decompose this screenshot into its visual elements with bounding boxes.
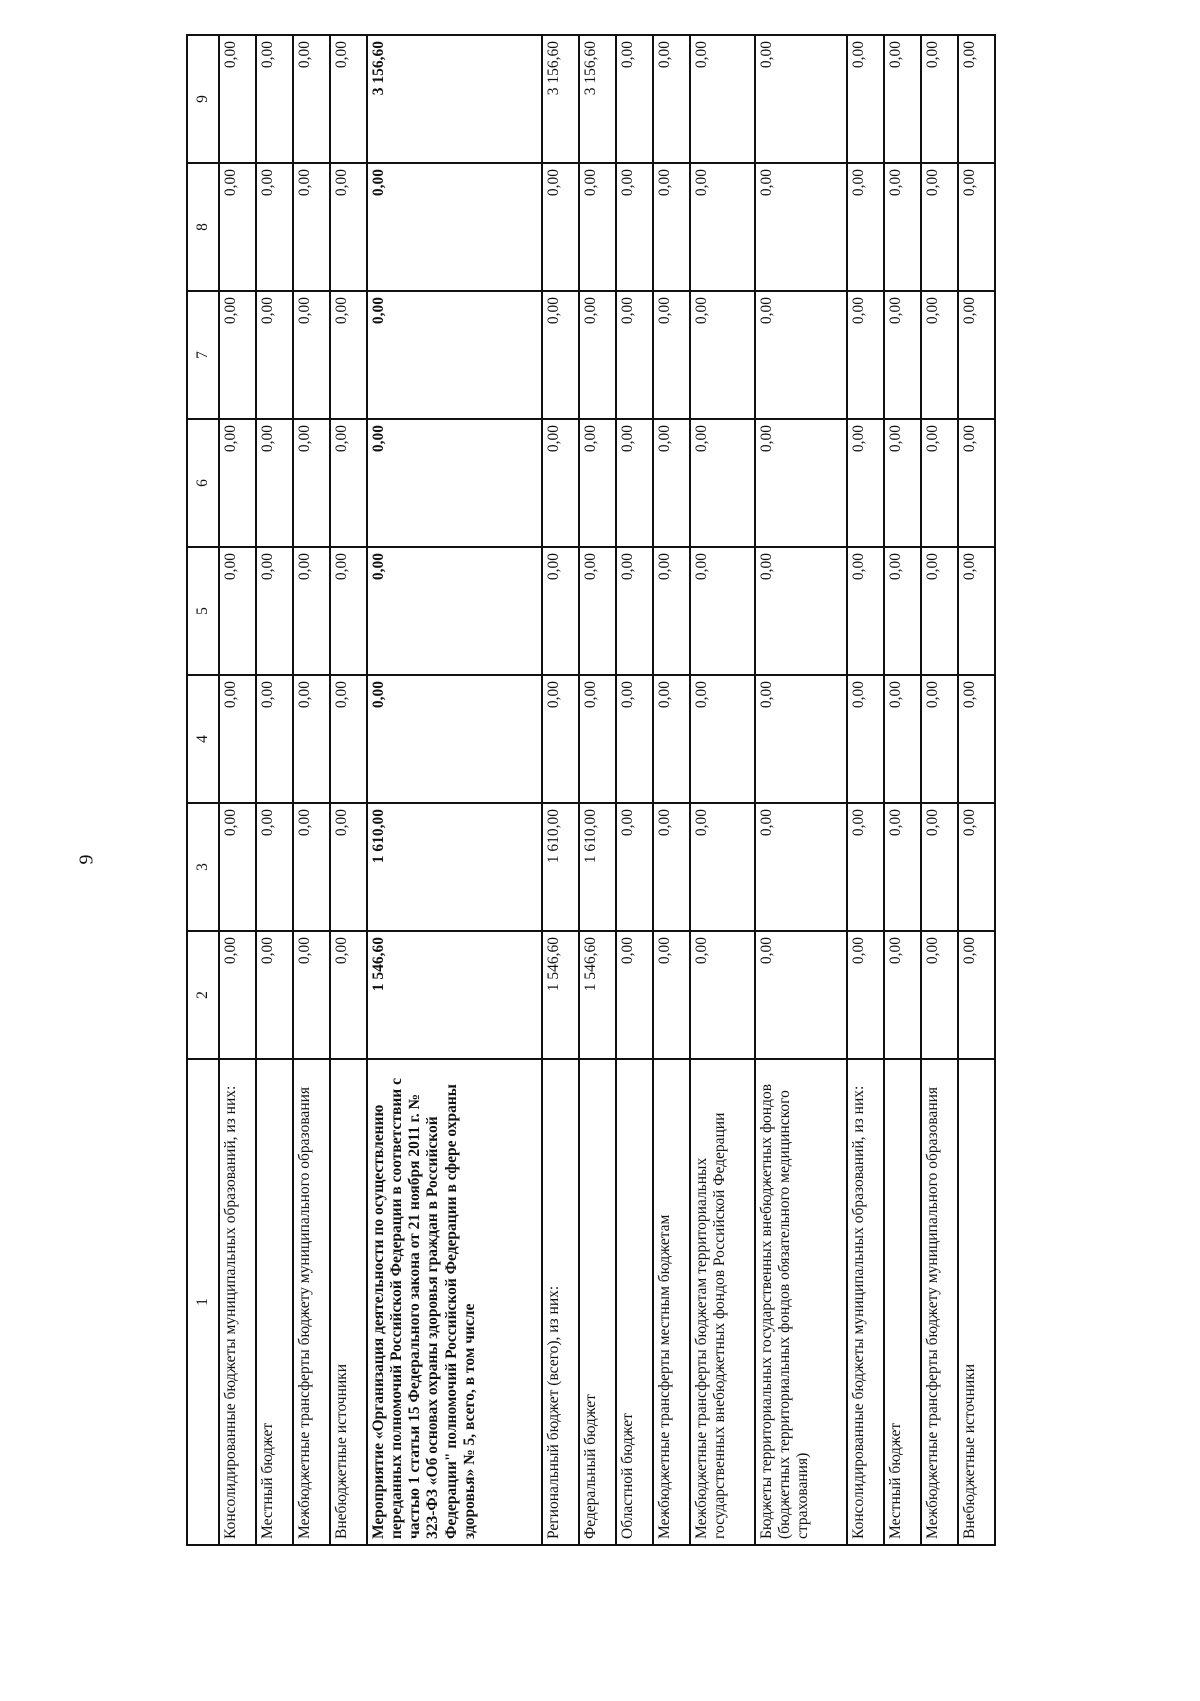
page-number: 9	[75, 854, 98, 865]
cell-value: 0,00	[219, 163, 256, 291]
cell-value: 0,00	[579, 163, 616, 291]
cell-value: 0,00	[921, 35, 958, 163]
cell-value: 0,00	[256, 803, 293, 931]
cell-value: 0,00	[330, 35, 367, 163]
cell-value: 0,00	[579, 547, 616, 675]
table-row	[884, 35, 921, 1545]
row-label: Мероприятие «Организация деятельности по осуществлению переданных полномочий Российской Федерации в соответствии с частью 1 статьи 15 Федерального закона от 21 ноября 2011 г. № 323-ФЗ «Об основах охраны здоровья граждан в Российской Федерации" полномочий Российской Федерации в сфере охраны здоровья» № 5, всего, в том числе	[367, 1059, 543, 1545]
row-label: Местный бюджет	[256, 1059, 293, 1545]
cell-value: 0,00	[256, 547, 293, 675]
budget-table	[186, 34, 996, 1546]
cell-value: 0,00	[884, 163, 921, 291]
cell-value: 0,00	[219, 675, 256, 803]
cell-value: 1 610,00	[542, 803, 579, 931]
cell-value: 0,00	[293, 35, 330, 163]
cell-value: 0,00	[616, 931, 653, 1059]
cell-value: 0,00	[847, 35, 884, 163]
cell-value: 0,00	[330, 547, 367, 675]
cell-value: 0,00	[367, 163, 543, 291]
cell-value: 0,00	[921, 931, 958, 1059]
table-row	[616, 35, 653, 1545]
cell-value: 0,00	[219, 803, 256, 931]
cell-value: 0,00	[542, 291, 579, 419]
cell-value: 0,00	[367, 675, 543, 803]
cell-value: 0,00	[755, 547, 847, 675]
row-label: Внебюджетные источники	[958, 1059, 995, 1545]
cell-value: 0,00	[653, 35, 690, 163]
cell-value: 0,00	[755, 35, 847, 163]
column-header: 1	[187, 1059, 219, 1545]
cell-value: 1 546,60	[579, 931, 616, 1059]
cell-value: 0,00	[958, 803, 995, 931]
cell-value: 0,00	[653, 419, 690, 547]
cell-value: 0,00	[330, 163, 367, 291]
cell-value: 0,00	[884, 675, 921, 803]
cell-value: 0,00	[616, 547, 653, 675]
cell-value: 0,00	[921, 675, 958, 803]
table-row	[690, 35, 755, 1545]
cell-value: 0,00	[653, 931, 690, 1059]
cell-value: 0,00	[847, 419, 884, 547]
table-row	[653, 35, 690, 1545]
cell-value: 0,00	[293, 547, 330, 675]
cell-value: 0,00	[884, 291, 921, 419]
cell-value: 0,00	[958, 291, 995, 419]
cell-value: 3 156,60	[542, 35, 579, 163]
row-label: Бюджеты территориальных государственных внебюджетных фондов (бюджетных территориальных фондов обязательного медицинского страхования)	[755, 1059, 847, 1545]
cell-value: 0,00	[755, 163, 847, 291]
cell-value: 0,00	[653, 163, 690, 291]
cell-value: 0,00	[847, 931, 884, 1059]
table-row	[847, 35, 884, 1545]
cell-value: 0,00	[293, 675, 330, 803]
cell-value: 0,00	[690, 163, 755, 291]
column-header: 8	[187, 163, 219, 291]
cell-value: 0,00	[616, 803, 653, 931]
row-label: Консолидированные бюджеты муниципальных образований, из них:	[219, 1059, 256, 1545]
cell-value: 0,00	[330, 803, 367, 931]
cell-value: 0,00	[330, 931, 367, 1059]
cell-value: 1 610,00	[367, 803, 543, 931]
cell-value: 0,00	[847, 803, 884, 931]
cell-value: 0,00	[884, 547, 921, 675]
cell-value: 0,00	[579, 291, 616, 419]
cell-value: 0,00	[367, 419, 543, 547]
cell-value: 0,00	[616, 419, 653, 547]
cell-value: 0,00	[755, 675, 847, 803]
cell-value: 0,00	[690, 803, 755, 931]
cell-value: 0,00	[690, 35, 755, 163]
cell-value: 0,00	[847, 163, 884, 291]
cell-value: 0,00	[293, 419, 330, 547]
row-label: Межбюджетные трансферты бюджету муниципального образования	[921, 1059, 958, 1545]
cell-value: 0,00	[219, 931, 256, 1059]
cell-value: 0,00	[579, 675, 616, 803]
cell-value: 0,00	[921, 547, 958, 675]
cell-value: 0,00	[542, 675, 579, 803]
cell-value: 1 610,00	[579, 803, 616, 931]
table-row	[958, 35, 995, 1545]
cell-value: 0,00	[921, 163, 958, 291]
cell-value: 0,00	[958, 931, 995, 1059]
row-label: Консолидированные бюджеты муниципальных образований, из них:	[847, 1059, 884, 1545]
cell-value: 0,00	[847, 675, 884, 803]
cell-value: 3 156,60	[579, 35, 616, 163]
cell-value: 0,00	[958, 35, 995, 163]
cell-value: 0,00	[884, 35, 921, 163]
cell-value: 0,00	[367, 291, 543, 419]
cell-value: 0,00	[256, 419, 293, 547]
column-header: 5	[187, 547, 219, 675]
cell-value: 0,00	[958, 419, 995, 547]
table-row-measure	[367, 35, 543, 1545]
cell-value: 0,00	[653, 803, 690, 931]
cell-value: 0,00	[847, 291, 884, 419]
cell-value: 0,00	[542, 163, 579, 291]
column-header: 7	[187, 291, 219, 419]
cell-value: 0,00	[219, 547, 256, 675]
cell-value: 0,00	[219, 419, 256, 547]
cell-value: 0,00	[330, 419, 367, 547]
cell-value: 1 546,60	[542, 931, 579, 1059]
cell-value: 0,00	[219, 291, 256, 419]
cell-value: 1 546,60	[367, 931, 543, 1059]
row-label: Межбюджетные трансферты местным бюджетам	[653, 1059, 690, 1545]
table-header-row	[187, 35, 219, 1545]
column-header: 4	[187, 675, 219, 803]
row-label: Межбюджетные трансферты бюджетам территориальных государственных внебюджетных фондов Российской Федерации	[690, 1059, 755, 1545]
column-header: 3	[187, 803, 219, 931]
table-row	[293, 35, 330, 1545]
row-label: Федеральный бюджет	[579, 1059, 616, 1545]
cell-value: 0,00	[884, 419, 921, 547]
cell-value: 0,00	[579, 419, 616, 547]
cell-value: 0,00	[293, 931, 330, 1059]
cell-value: 0,00	[921, 803, 958, 931]
cell-value: 0,00	[958, 547, 995, 675]
column-header: 2	[187, 931, 219, 1059]
column-header: 9	[187, 35, 219, 163]
cell-value: 0,00	[616, 291, 653, 419]
cell-value: 0,00	[690, 419, 755, 547]
cell-value: 0,00	[884, 803, 921, 931]
table-row	[579, 35, 616, 1545]
cell-value: 0,00	[690, 675, 755, 803]
cell-value: 0,00	[616, 163, 653, 291]
cell-value: 0,00	[690, 547, 755, 675]
row-label: Межбюджетные трансферты бюджету муниципального образования	[293, 1059, 330, 1545]
cell-value: 0,00	[653, 291, 690, 419]
cell-value: 0,00	[690, 931, 755, 1059]
row-label: Областной бюджет	[616, 1059, 653, 1545]
cell-value: 0,00	[616, 675, 653, 803]
table-row	[921, 35, 958, 1545]
cell-value: 0,00	[755, 803, 847, 931]
cell-value: 0,00	[293, 291, 330, 419]
cell-value: 0,00	[256, 35, 293, 163]
cell-value: 0,00	[256, 291, 293, 419]
cell-value: 0,00	[847, 547, 884, 675]
cell-value: 0,00	[921, 419, 958, 547]
row-label: Внебюджетные источники	[330, 1059, 367, 1545]
cell-value: 0,00	[542, 547, 579, 675]
row-label: Местный бюджет	[884, 1059, 921, 1545]
row-label: Региональный бюджет (всего), из них:	[542, 1059, 579, 1545]
cell-value: 0,00	[958, 163, 995, 291]
cell-value: 0,00	[755, 419, 847, 547]
cell-value: 0,00	[755, 291, 847, 419]
cell-value: 0,00	[542, 419, 579, 547]
rotated-table-container	[186, 36, 996, 1546]
cell-value: 0,00	[219, 35, 256, 163]
cell-value: 0,00	[256, 163, 293, 291]
table-row	[755, 35, 847, 1545]
table-row	[542, 35, 579, 1545]
table-row	[330, 35, 367, 1545]
cell-value: 0,00	[958, 675, 995, 803]
cell-value: 0,00	[755, 931, 847, 1059]
cell-value: 0,00	[367, 547, 543, 675]
cell-value: 0,00	[256, 675, 293, 803]
table-row	[219, 35, 256, 1545]
cell-value: 0,00	[690, 291, 755, 419]
cell-value: 0,00	[330, 675, 367, 803]
table-row	[256, 35, 293, 1545]
cell-value: 3 156,60	[367, 35, 543, 163]
cell-value: 0,00	[293, 163, 330, 291]
cell-value: 0,00	[884, 931, 921, 1059]
column-header: 6	[187, 419, 219, 547]
cell-value: 0,00	[653, 675, 690, 803]
cell-value: 0,00	[330, 291, 367, 419]
cell-value: 0,00	[653, 547, 690, 675]
cell-value: 0,00	[256, 931, 293, 1059]
cell-value: 0,00	[921, 291, 958, 419]
cell-value: 0,00	[616, 35, 653, 163]
cell-value: 0,00	[293, 803, 330, 931]
